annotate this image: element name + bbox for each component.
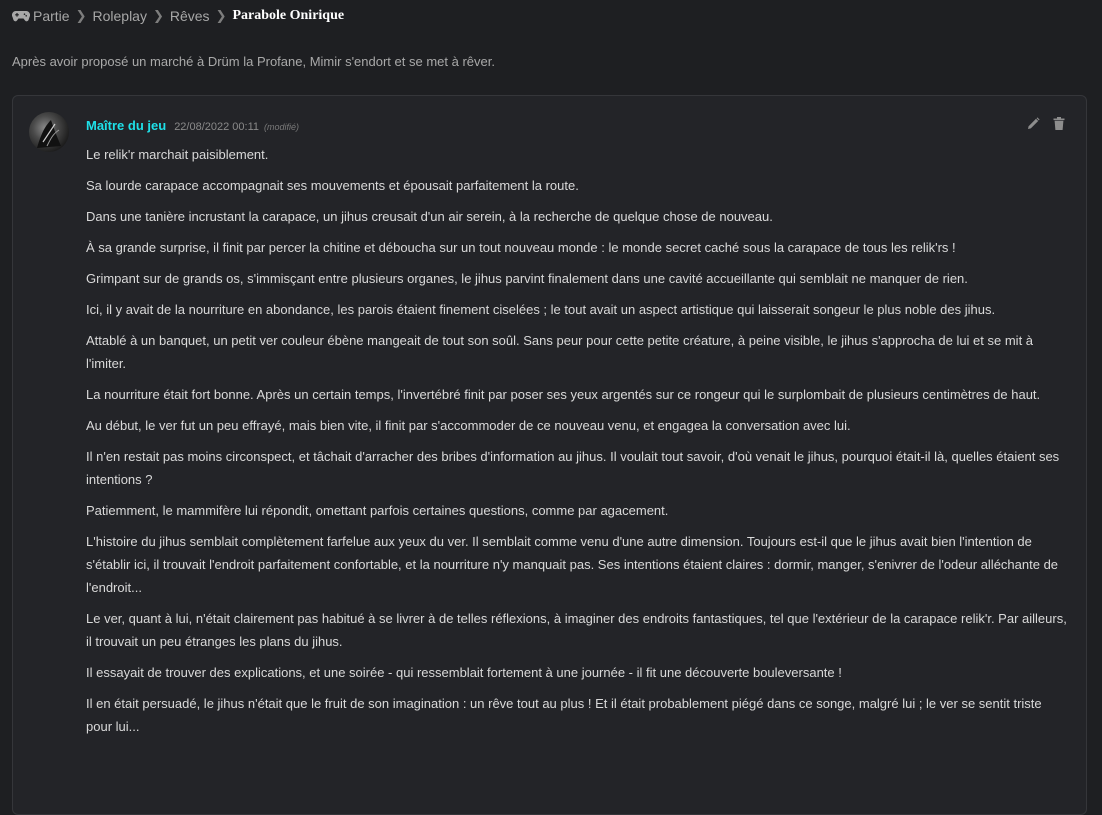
post-paragraph: Le ver, quant à lui, n'était clairement pas habitué à se livrer à de telles réflexions, à imaginer des endroits fantastiques, tel que l'extérieur de la carapace relik'r. Par ailleurs, il trouvait un peu étranges les plans du jihus. xyxy=(86,611,1067,649)
post-paragraph: Dans une tanière incrustant la carapace, un jihus creusait d'un air serein, à la recherche de quelque chose de nouveau. xyxy=(86,209,773,224)
author-name[interactable]: Maître du jeu xyxy=(86,118,167,133)
post-paragraph: Sa lourde carapace accompagnait ses mouvements et épousait parfaitement la route. xyxy=(86,178,579,193)
chevron-right-icon: ❯ xyxy=(152,8,164,23)
post-paragraph: La nourriture était fort bonne. Après un certain temps, l'invertébré finit par poser ses yeux argentés sur ce rongeur qui le surplombait de plusieurs centimètres de haut. xyxy=(86,387,1041,402)
post-paragraph: Grimpant sur de grands os, s'immisçant entre plusieurs organes, le jihus parvint finalement dans une cavité accueillante qui semblait ne manquer de rien. xyxy=(86,271,968,286)
post-paragraph: L'histoire du jihus semblait complètement farfelue aux yeux du ver. Il semblait comme venu d'une autre dimension. Toujours est-il que le jihus avait bien l'intention de s'établir ici, il trouvait l'endroit parfaitement confortable, et la nourriture n'y manquait pas. Ses intentions étaient claires : dormir, manger, s'enivrer de l'odeur alléchante de l'endroit... xyxy=(86,534,1059,595)
chevron-right-icon: ❯ xyxy=(215,8,227,23)
post-paragraph: Ici, il y avait de la nourriture en abondance, les parois étaient finement ciselées ; le tout avait un aspect artistique qui laisserait songeur le plus noble des jihus. xyxy=(86,302,996,317)
post-body xyxy=(86,143,1071,746)
breadcrumb-current: Parabole Onirique xyxy=(232,8,345,23)
breadcrumb-item-label: Partie xyxy=(33,8,70,24)
breadcrumb xyxy=(12,6,344,26)
post-paragraph: Il n'en restait pas moins circonspect, et tâchait d'arracher des bribes d'information au jihus. Il voulait tout savoir, d'où venait le jihus, pourquoi était-il là, quelles étaient ses intentions ? xyxy=(86,449,1060,487)
gamepad-icon xyxy=(12,10,30,22)
post-paragraph: Il essayait de trouver des explications, et une soirée - qui ressemblait fortement à une journée - il fit une découverte bouleversante ! xyxy=(86,665,842,680)
post-paragraph: Patiemment, le mammifère lui répondit, omettant parfois certaines questions, comme par agacement. xyxy=(86,503,669,518)
post-date: 22/08/2022 00:11 xyxy=(174,121,260,133)
post-paragraph: À sa grande surprise, il finit par percer la chitine et déboucha sur un tout nouveau monde : le monde secret caché sous la carapace de tous les relik'rs ! xyxy=(86,240,956,255)
edit-icon[interactable] xyxy=(1026,116,1040,130)
post-card xyxy=(12,95,1087,815)
post-paragraph: Au début, le ver fut un peu effrayé, mais bien vite, il finit par s'accommoder de ce nouveau venu, et engagea la conversation avec lui. xyxy=(86,418,851,433)
breadcrumb-item-label: Roleplay xyxy=(92,8,147,24)
post-paragraph: Attablé à un banquet, un petit ver couleur ébène mangeait de tout son soûl. Sans peur pour cette petite créature, à peine visible, le jihus s'approcha de lui et se mit à l'imiter. xyxy=(86,333,1034,371)
edited-indicator: (modifié) xyxy=(264,122,300,132)
post-paragraph: Le relik'r marchait paisiblement. xyxy=(86,147,269,162)
chevron-right-icon: ❯ xyxy=(75,8,87,23)
breadcrumb-item-roleplay[interactable] xyxy=(92,8,146,24)
scene-intro: Après avoir proposé un marché à Drüm la Profane, Mimir s'endort et se met à rêver. xyxy=(12,54,495,69)
breadcrumb-item-reves[interactable] xyxy=(170,8,210,24)
avatar[interactable] xyxy=(29,112,69,152)
breadcrumb-item-partie[interactable] xyxy=(12,8,70,24)
delete-icon[interactable] xyxy=(1052,116,1066,130)
post-header xyxy=(86,118,299,133)
post-paragraph: Il en était persuadé, le jihus n'était que le fruit de son imagination : un rêve tout au plus ! Et il était probablement piégé dans ce songe, malgré lui ; le ver se sentit triste pour lui... xyxy=(86,696,1042,734)
post-actions xyxy=(1026,116,1066,130)
breadcrumb-item-label: Rêves xyxy=(169,8,210,24)
